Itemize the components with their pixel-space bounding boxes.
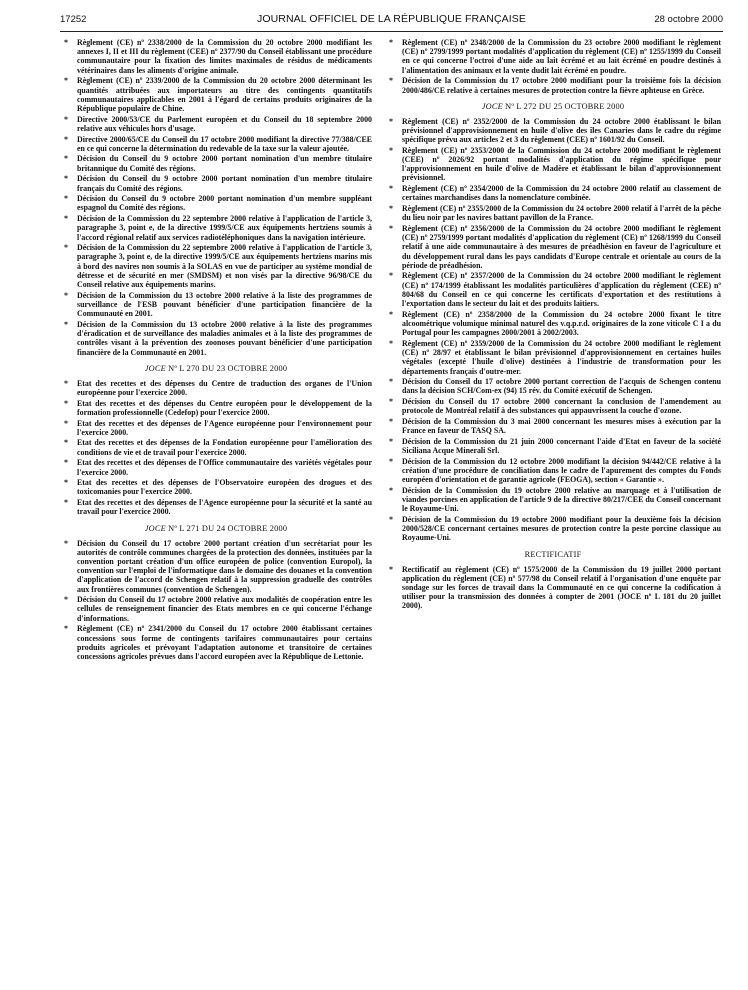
list-item-text: Règlement (CE) nº 2358/2000 de la Commission du 24 octobre 2000 fixant le titre alcoométrique volumique minimal naturel des v.q.p.r.d. originaires de la zone viticole C I a du Portugal pour les campagnes 2000/2001 à 2002/2003.: [402, 309, 721, 338]
list-item-text: Décision de la Commission du 12 octobre 2000 modifiant la décision 94/442/CE relative à la création d'une procédure de conciliation dans le cadre de l'apurement des comptes du Fonds européen d'orientation et de garantie agricole (FEOGA), section « Garantie ».: [402, 456, 721, 485]
list-item: [60, 478, 372, 496]
list-item: [385, 515, 721, 543]
list-item-text: Directive 2000/53/CE du Parlement européen et du Conseil du 18 septembre 2000 relative aux véhicules hors d'usage.: [77, 114, 372, 133]
bullet-icon: *: [64, 458, 68, 468]
list-item-text: Règlement (CE) nº 2355/2000 de la Commission du 24 octobre 2000 relatif à l'arrêt de la pêche du lieu noir par les navires battant pavillon de la France.: [402, 204, 721, 223]
list-item-text: Règlement (CE) nº 2338/2000 de la Commission du 20 octobre 2000 modifiant les annexes I, II et III du règlement (CEE) nº 2377/90 du Conseil établissant une procédure communautaire pour la fixation des limites maximales de résidus de médicaments vétérinaires dans les aliments d'origine animale.: [77, 38, 372, 75]
list-item: [385, 417, 721, 435]
bullet-icon: *: [389, 417, 393, 427]
list-item-text: Règlement (CE) nº 2354/2000 de la Commission du 24 octobre 2000 relatif au classement de certaines marchandises dans la nomenclature combinée.: [402, 184, 721, 203]
bullet-icon: *: [389, 515, 393, 525]
bullet-icon: *: [64, 538, 68, 548]
journal-title: JOURNAL OFFICIEL DE LA RÉPUBLIQUE FRANÇAISE: [257, 13, 526, 25]
list-item: [60, 291, 372, 319]
right-column: [385, 38, 721, 978]
list-item-text: Décision de la Commission du 21 juin 2000 concernant l'aide d'Etat en faveur de la société Siciliana Acque Minerali Srl.: [402, 436, 721, 456]
section-heading: [60, 364, 372, 374]
list-item: [60, 194, 372, 212]
list-item-text: Décision du Conseil du 17 octobre 2000 portant correction de l'acquis de Schengen contenu dans la décision SCH/Com-ex (94) 15 rév. du Comité exécutif de Schengen.: [402, 377, 721, 396]
bullet-icon: *: [64, 498, 68, 508]
section-heading-prefix: JOCE: [144, 523, 166, 533]
list-item: [60, 539, 372, 594]
list-item-text: Etat des recettes et des dépenses du Centre de traduction des organes de l'Union européenne pour l'exercice 2000.: [77, 378, 372, 397]
list-item-text: Règlement (CE) nº 2352/2000 de la Commission du 24 octobre 2000 établissant le bilan prévisionnel d'approvisionnement en huile d'olive des îles Canaries dans le cadre du régime spécifique prévu aux articles 2 et 3 du règlement (CEE) nº 1601/92 du Conseil.: [402, 116, 721, 145]
bullet-icon: *: [64, 438, 68, 448]
bullet-icon: *: [389, 184, 393, 194]
list-item-text: Règlement (CE) nº 2353/2000 de la Commission du 24 octobre 2000 modifiant le règlement (CEE) nº 2026/92 portant modalités d'application du régime spécifique pour l'approvisionnement en huile d'olive de Madère et établissant le bilan d'approvisionnement prévisionnel.: [402, 145, 721, 183]
list-item: [60, 243, 372, 289]
bullet-icon: *: [389, 397, 393, 407]
list-item-text: Etat des recettes et des dépenses de l'Agence européenne pour l'environnement pour l'exercice 2000.: [77, 418, 372, 437]
list-item-text: Règlement (CE) nº 2356/2000 de la Commission du 24 octobre 2000 modifiant le règlement (CE) nº 2759/1999 portant modalités d'application du règlement (CE) nº 1268/1999 du Conseil relatif à une aide communautaire à des mesures de préadhésion en faveur de l'agriculture et du développement rural dans les pays candidats d'Europe centrale et orientale au cours de la période de préadhésion.: [402, 223, 721, 270]
bullet-icon: *: [389, 436, 393, 446]
list-item: [60, 135, 372, 153]
list-item-text: Décision du Conseil du 17 octobre 2000 concernant la conclusion de l'amendement au protocole de Montréal relatif à des substances qui appauvrissent la couche d'ozone.: [402, 397, 721, 416]
bullet-icon: *: [389, 145, 393, 155]
bullet-icon: *: [389, 204, 393, 214]
list-item: [60, 458, 372, 476]
bullet-icon: *: [389, 223, 393, 233]
list-item-text: Etat des recettes et des dépenses de l'Observatoire européen des drogues et des toxicomanies pour l'exercice 2000.: [77, 478, 372, 497]
list-item-text: Règlement (CE) nº 2359/2000 de la Commission du 24 octobre 2000 modifiant le règlement (CE) nº 28/97 et établissant le bilan prévisionnel d'approvisionnement en certaines huiles végétales (excepté l'huile d'olive) destinées à l'industrie de transformation pour les départements français d'outre-mer.: [402, 338, 721, 376]
list-item: [385, 339, 721, 376]
list-item-text: Décision du Conseil du 17 octobre 2000 portant création d'un secrétariat pour les autorités de contrôle communes chargées de la protection des données, instituées par la convention portant création d'un office européen de police (convention Europol), la convention sur l'emploi de l'informatique dans le domaine des douanes et la convention d'application de l'accord de Schengen relatif à la suppression graduelle des contrôles aux frontières communes (convention de Schengen).: [77, 538, 372, 594]
bullet-icon: *: [64, 38, 68, 47]
list-item: [60, 595, 372, 623]
list-item-text: Décision du Conseil du 9 octobre 2000 portant nomination d'un membre titulaire français du Comité des régions.: [77, 174, 372, 193]
list-item: [385, 146, 721, 183]
list-item: [385, 565, 721, 611]
bullet-icon: *: [389, 76, 393, 86]
section-heading: [60, 524, 372, 534]
bullet-icon: *: [64, 194, 68, 204]
list-item: [60, 154, 372, 172]
list-item: [60, 438, 372, 456]
list-item: [385, 204, 721, 222]
section-heading-text: RECTIFICATIF: [524, 549, 582, 559]
bullet-icon: *: [389, 309, 393, 319]
list-item-text: Etat des recettes et des dépenses de l'Office communautaire des variétés végétales pour l'exercice 2000.: [77, 458, 372, 477]
list-item-text: Etat des recettes et des dépenses de la Fondation européenne pour l'amélioration des conditions de vie et de travail pour l'exercice 2000.: [77, 438, 372, 457]
issue-date: 28 octobre 2000: [654, 14, 723, 25]
section-heading-text: Nº L 270 DU 23 OCTOBRE 2000: [168, 363, 288, 373]
list-item: [60, 320, 372, 357]
left-column: [60, 38, 372, 978]
list-item: [60, 214, 372, 242]
list-item-text: Décision de la Commission du 19 octobre 2000 modifiant pour la deuxième fois la décision 2000/528/CE concernant certaines mesures de protection contre la peste porcine classique au Royaume-Uni.: [402, 515, 721, 543]
bullet-icon: *: [64, 478, 68, 488]
bullet-icon: *: [64, 214, 68, 224]
bullet-icon: *: [64, 290, 68, 300]
list-item: [385, 271, 721, 308]
bullet-icon: *: [64, 76, 68, 86]
list-item: [385, 457, 721, 485]
list-item: [385, 224, 721, 270]
section-heading: [385, 102, 721, 112]
list-item-text: Rectificatif au règlement (CE) nº 1575/2000 de la Commission du 19 juillet 2000 portant application du règlement (CE) nº 577/98 du Conseil relatif à l'organisation d'une enquête par sondage sur les forces de travail dans la Communauté en ce qui concerne la codification à utiliser pour la transmission des données à compter de 2001 (JOCE nº L 181 du 20 juillet 2000).: [402, 564, 721, 611]
list-item: [60, 76, 372, 113]
list-item-text: Décision de la Commission du 13 octobre 2000 relative à la liste des programmes d'éradication et de surveillance des maladies animales et à la liste des programmes de contrôles visant à la prévention des zoonoses pouvant bénéficier d'une participation financière de la Communauté en 2001.: [77, 319, 372, 357]
list-item: [385, 377, 721, 395]
bullet-icon: *: [389, 456, 393, 466]
bullet-icon: *: [64, 243, 68, 253]
list-item: [60, 399, 372, 417]
section-heading-prefix: JOCE: [144, 363, 166, 373]
list-item: [60, 498, 372, 516]
list-item-text: Règlement (CE) nº 2341/2000 du Conseil du 17 octobre 2000 établissant certaines concessions sous forme de contingents tarifaires communautaires pour certains produits agricoles et prévoyant l'adaptation autonome et transitoire de certaines concessions agricoles prévues dans l'accord européen avec la République de Lettonie.: [77, 624, 372, 661]
list-item: [385, 310, 721, 338]
bullet-icon: *: [389, 485, 393, 495]
list-item-text: Décision de la Commission du 22 septembre 2000 relative à l'application de l'article 3, paragraphe 3, point e, de la directive 1999/5/CE aux équipements hertziens soumis à l'accord régional relatif aux services radiotéléphoniques dans la navigation intérieure.: [77, 214, 372, 242]
bullet-icon: *: [64, 378, 68, 388]
list-item: [60, 174, 372, 192]
list-item-text: Décision de la Commission du 19 octobre 2000 relative au marquage et à l'utilisation de viandes porcines en application de l'article 9 de la directive 80/217/CEE du Conseil concernant le Royaume-Uni.: [402, 485, 721, 514]
list-item: [60, 379, 372, 397]
list-item-text: Règlement (CE) nº 2348/2000 de la Commission du 23 octobre 2000 modifiant le règlement (CE) nº 2799/1999 portant modalités d'application du règlement (CE) nº 1255/1999 du Conseil en ce qui concerne l'octroi d'une aide au lait écrémé et au lait écrémé en poudre destinés à l'alimentation des animaux et la vente dudit lait écrémé en poudre.: [402, 38, 721, 75]
bullet-icon: *: [64, 418, 68, 428]
page-header: [60, 12, 723, 28]
list-item-text: Etat des recettes et des dépenses de l'Agence européenne pour la sécurité et la santé au travail pour l'exercice 2000.: [77, 498, 372, 517]
list-item-text: Règlement (CE) nº 2339/2000 de la Commission du 20 octobre 2000 déterminant les quantités attribuées aux importateurs au titre des contingents quantitatifs communautaires applicables en 2001 à l'égard de certains produits originaires de la République populaire de Chine.: [77, 76, 372, 113]
bullet-icon: *: [64, 319, 68, 329]
list-item-text: Décision du Conseil du 17 octobre 2000 relative aux modalités de coopération entre les cellules de renseignement financier des Etats membres en ce qui concerne l'échange d'informations.: [77, 595, 372, 623]
list-item: [60, 419, 372, 437]
header-rule: [60, 31, 723, 32]
list-item-text: Décision de la Commission du 17 octobre 2000 modifiant pour la troisième fois la décision 2000/486/CE relative à certaines mesures de protection contre la fièvre aphteuse en Grèce.: [402, 76, 721, 95]
list-item-text: Décision du Conseil du 9 octobre 2000 portant nomination d'un membre titulaire britannique du Comité des régions.: [77, 154, 372, 173]
list-item: [60, 624, 372, 661]
list-item: [60, 115, 372, 133]
list-item-text: Règlement (CE) nº 2357/2000 de la Commission du 24 octobre 2000 modifiant le règlement (CE) nº 174/1999 établissant les modalités particulières d'application du règlement (CEE) nº 804/68 du Conseil en ce qui concerne les certificats d'exportation et des restitutions à l'exportation dans le secteur du lait et des produits laitiers.: [402, 271, 721, 309]
section-heading: [385, 550, 721, 560]
section-heading-text: Nº L 271 DU 24 OCTOBRE 2000: [168, 523, 288, 533]
list-item: [60, 38, 372, 75]
bullet-icon: *: [64, 134, 68, 144]
bullet-icon: *: [389, 116, 393, 126]
list-item: [385, 486, 721, 514]
list-item: [385, 184, 721, 202]
bullet-icon: *: [389, 377, 393, 387]
list-item-text: Décision de la Commission du 22 septembre 2000 relative à l'application de l'article 3, paragraphe 3, point e, de la directive 1999/5/CE aux équipements hertziens marins mis à bord des navires non soumis à la SOLAS en vue de participer au système mondial de détresse et de sécurité en mer (SMDSM) et non visés par la directive 96/98/CE du Conseil relative aux équipements marins.: [77, 243, 372, 290]
list-item: [385, 437, 721, 455]
bullet-icon: *: [64, 174, 68, 184]
bullet-icon: *: [389, 38, 393, 47]
bullet-icon: *: [64, 154, 68, 164]
bullet-icon: *: [64, 398, 68, 408]
section-heading-prefix: JOCE: [481, 101, 503, 111]
list-item: [385, 397, 721, 415]
bullet-icon: *: [389, 271, 393, 281]
bullet-icon: *: [64, 624, 68, 634]
list-item-text: Décision de la Commission du 13 octobre 2000 relative à la liste des programmes de surveillance de l'ESB pouvant bénéficier d'une participation financière de la Communauté en 2001.: [77, 290, 372, 319]
list-item-text: Directive 2000/65/CE du Conseil du 17 octobre 2000 modifiant la directive 77/388/CEE en ce qui concerne la détermination du redevable de la taxe sur la valeur ajoutée.: [77, 134, 372, 153]
list-item-text: Décision de la Commission du 3 mai 2000 concernant les mesures mises à exécution par la France en faveur de TASQ SA.: [402, 417, 721, 436]
list-item-text: Décision du Conseil du 9 octobre 2000 portant nomination d'un membre suppléant espagnol du Comité des régions.: [77, 194, 372, 213]
bullet-icon: *: [389, 338, 393, 348]
section-heading-text: Nº L 272 DU 25 OCTOBRE 2000: [505, 101, 625, 111]
list-item: [385, 117, 721, 145]
bullet-icon: *: [64, 595, 68, 605]
list-item: [385, 76, 721, 94]
list-item-text: Etat des recettes et des dépenses du Centre européen pour le développement de la formation professionnelle (Cedefop) pour l'exercice 2000.: [77, 398, 372, 417]
page-number: 17252: [60, 14, 87, 25]
bullet-icon: *: [64, 114, 68, 124]
list-item: [385, 38, 721, 75]
bullet-icon: *: [389, 564, 393, 574]
